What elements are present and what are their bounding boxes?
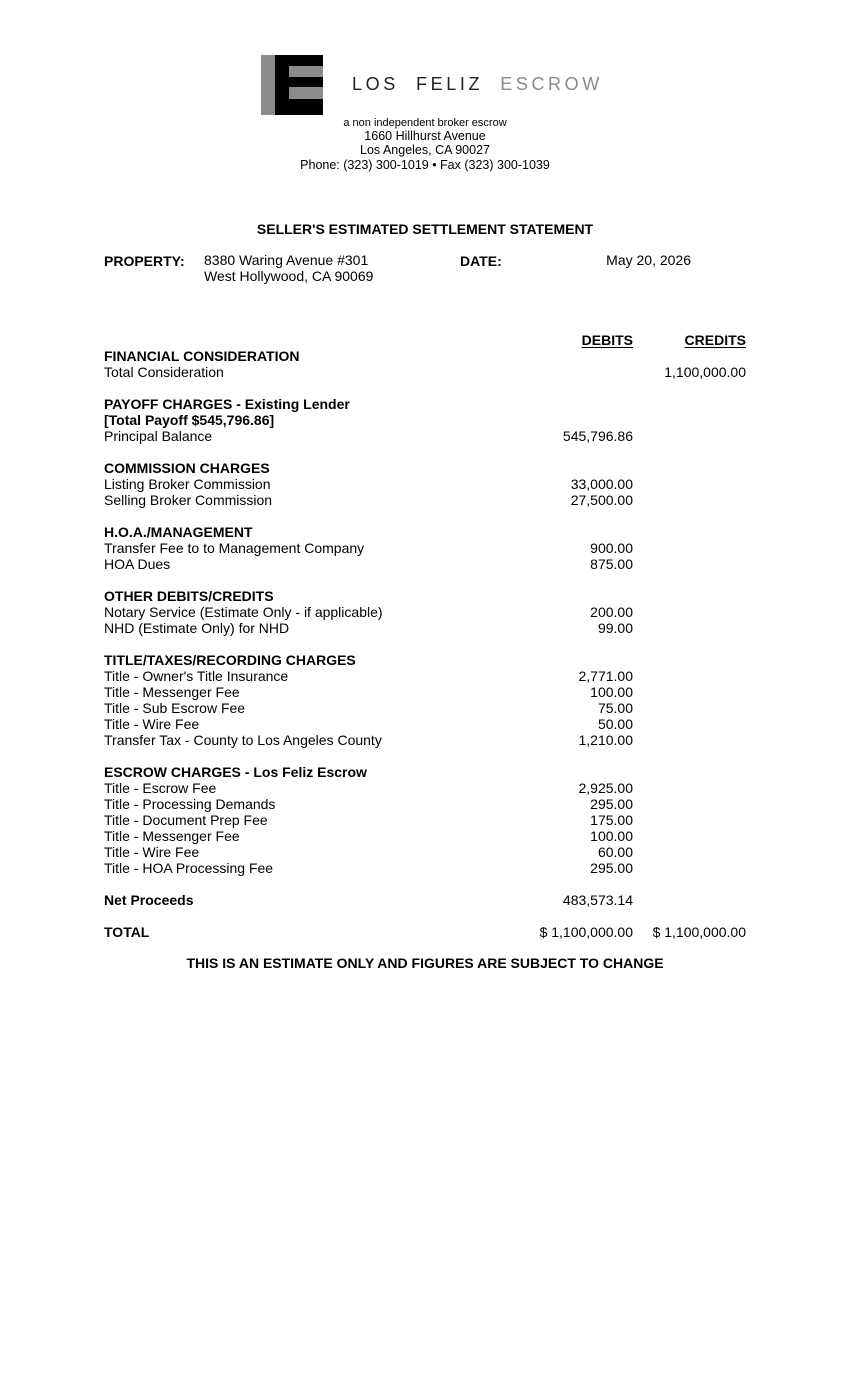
line-item-label: Principal Balance bbox=[104, 428, 213, 444]
ledger-row bbox=[104, 684, 746, 700]
ledger-section bbox=[104, 652, 746, 748]
debit-amount: 875.00 bbox=[590, 556, 633, 572]
company-tagline: a non independent broker escrow bbox=[343, 117, 507, 129]
company-name bbox=[352, 74, 603, 94]
brand-word-feliz: FELIZ bbox=[416, 74, 484, 94]
debit-amount: 100.00 bbox=[590, 828, 633, 844]
ledger-row bbox=[104, 668, 746, 684]
line-item-label: Title - Sub Escrow Fee bbox=[104, 700, 246, 716]
line-item-label: NHD (Estimate Only) for NHD bbox=[104, 620, 290, 636]
section-heading-text: [Total Payoff $545,796.86] bbox=[104, 412, 275, 428]
estimate-disclaimer: THIS IS AN ESTIMATE ONLY AND FIGURES ARE SUBJECT TO CHANGE bbox=[186, 955, 664, 971]
debit-amount: 75.00 bbox=[597, 700, 633, 716]
debit-amount: 100.00 bbox=[590, 684, 633, 700]
company-city: Los Angeles, CA 90027 bbox=[360, 143, 490, 157]
company-street: 1660 Hillhurst Avenue bbox=[364, 129, 486, 143]
debit-amount: 50.00 bbox=[597, 716, 633, 732]
ledger-section bbox=[104, 588, 746, 636]
section-heading bbox=[104, 412, 746, 428]
debit-amount: 27,500.00 bbox=[570, 492, 633, 508]
ledger-row bbox=[104, 780, 746, 796]
line-item-label: Title - Processing Demands bbox=[104, 796, 276, 812]
line-item-label: Transfer Tax - County to Los Angeles County bbox=[104, 732, 382, 748]
ledger-row bbox=[104, 476, 746, 492]
net-proceeds-label: Net Proceeds bbox=[104, 892, 194, 908]
line-item-label: Title - Messenger Fee bbox=[104, 828, 240, 844]
line-item-label: Title - Messenger Fee bbox=[104, 684, 240, 700]
company-phone-fax: Phone: (323) 300-1019 • Fax (323) 300-1039 bbox=[300, 158, 550, 172]
brand-word-escrow: ESCROW bbox=[500, 74, 603, 94]
line-item-label: Title - Owner's Title Insurance bbox=[104, 668, 289, 684]
date-label: DATE: bbox=[460, 253, 502, 269]
property-label: PROPERTY: bbox=[104, 253, 185, 269]
date-value: May 20, 2026 bbox=[606, 252, 691, 268]
section-heading bbox=[104, 764, 746, 780]
ledger-section bbox=[104, 524, 746, 572]
section-heading-text: OTHER DEBITS/CREDITS bbox=[104, 588, 274, 604]
ledger-row bbox=[104, 604, 746, 620]
section-heading bbox=[104, 524, 746, 540]
debit-amount: 60.00 bbox=[597, 844, 633, 860]
debit-amount: 900.00 bbox=[590, 540, 633, 556]
ledger-row bbox=[104, 812, 746, 828]
line-item-label: Title - Document Prep Fee bbox=[104, 812, 268, 828]
section-heading bbox=[104, 652, 746, 668]
debit-amount: 99.00 bbox=[597, 620, 633, 636]
line-item-label: Listing Broker Commission bbox=[104, 476, 271, 492]
ledger-section bbox=[104, 396, 746, 444]
debit-amount: 200.00 bbox=[590, 604, 633, 620]
line-item-label: Notary Service (Estimate Only - if applicable) bbox=[104, 604, 383, 620]
total-row bbox=[104, 924, 746, 940]
section-heading bbox=[104, 460, 746, 476]
debits-column-header: DEBITS bbox=[581, 332, 633, 348]
debit-amount: 175.00 bbox=[590, 812, 633, 828]
ledger-row bbox=[104, 540, 746, 556]
ledger-row bbox=[104, 732, 746, 748]
ledger-row bbox=[104, 620, 746, 636]
ledger-row bbox=[104, 700, 746, 716]
section-heading bbox=[104, 348, 746, 364]
credits-column-header: CREDITS bbox=[684, 332, 746, 348]
debit-amount: 295.00 bbox=[590, 860, 633, 876]
line-item-label: Transfer Fee to to Management Company bbox=[104, 540, 365, 556]
section-heading-text: FINANCIAL CONSIDERATION bbox=[104, 348, 300, 364]
ledger-row bbox=[104, 844, 746, 860]
total-label: TOTAL bbox=[104, 924, 150, 940]
ledger-row bbox=[104, 828, 746, 844]
property-address-line2: West Hollywood, CA 90069 bbox=[204, 268, 374, 284]
line-item-label: Title - HOA Processing Fee bbox=[104, 860, 274, 876]
ledger-row bbox=[104, 796, 746, 812]
line-item-label: Selling Broker Commission bbox=[104, 492, 273, 508]
ledger-row bbox=[104, 364, 746, 380]
debit-amount: 295.00 bbox=[590, 796, 633, 812]
section-heading bbox=[104, 588, 746, 604]
ledger-section bbox=[104, 764, 746, 876]
section-heading-text: COMMISSION CHARGES bbox=[104, 460, 270, 476]
ledger-row bbox=[104, 428, 746, 444]
line-item-label: Title - Wire Fee bbox=[104, 844, 200, 860]
ledger-section bbox=[104, 348, 746, 380]
ledger-row bbox=[104, 492, 746, 508]
total-credits: $ 1,100,000.00 bbox=[652, 924, 746, 940]
net-proceeds-row bbox=[104, 892, 746, 908]
debit-amount: 33,000.00 bbox=[570, 476, 633, 492]
section-heading-text: ESCROW CHARGES - Los Feliz Escrow bbox=[104, 764, 367, 780]
property-address-line1: 8380 Waring Avenue #301 bbox=[204, 252, 369, 268]
debit-amount: 2,925.00 bbox=[578, 780, 633, 796]
net-proceeds-amount: 483,573.14 bbox=[562, 892, 633, 908]
settlement-ledger bbox=[104, 348, 746, 956]
line-item-label: Title - Wire Fee bbox=[104, 716, 200, 732]
debit-amount: 2,771.00 bbox=[578, 668, 633, 684]
company-logo-mark bbox=[261, 55, 323, 115]
ledger-section bbox=[104, 460, 746, 508]
credit-amount: 1,100,000.00 bbox=[664, 364, 746, 380]
line-item-label: Title - Escrow Fee bbox=[104, 780, 217, 796]
section-heading-text: H.O.A./MANAGEMENT bbox=[104, 524, 253, 540]
brand-word-los: LOS bbox=[352, 74, 399, 94]
section-heading-text: PAYOFF CHARGES - Existing Lender bbox=[104, 396, 350, 412]
debit-amount: 1,210.00 bbox=[578, 732, 633, 748]
line-item-label: HOA Dues bbox=[104, 556, 171, 572]
debit-amount: 545,796.86 bbox=[562, 428, 633, 444]
line-item-label: Total Consideration bbox=[104, 364, 224, 380]
section-heading-text: TITLE/TAXES/RECORDING CHARGES bbox=[104, 652, 356, 668]
document-title: SELLER'S ESTIMATED SETTLEMENT STATEMENT bbox=[256, 221, 594, 237]
section-heading bbox=[104, 396, 746, 412]
ledger-row bbox=[104, 860, 746, 876]
ledger-row bbox=[104, 556, 746, 572]
ledger-row bbox=[104, 716, 746, 732]
total-debits: $ 1,100,000.00 bbox=[539, 924, 633, 940]
